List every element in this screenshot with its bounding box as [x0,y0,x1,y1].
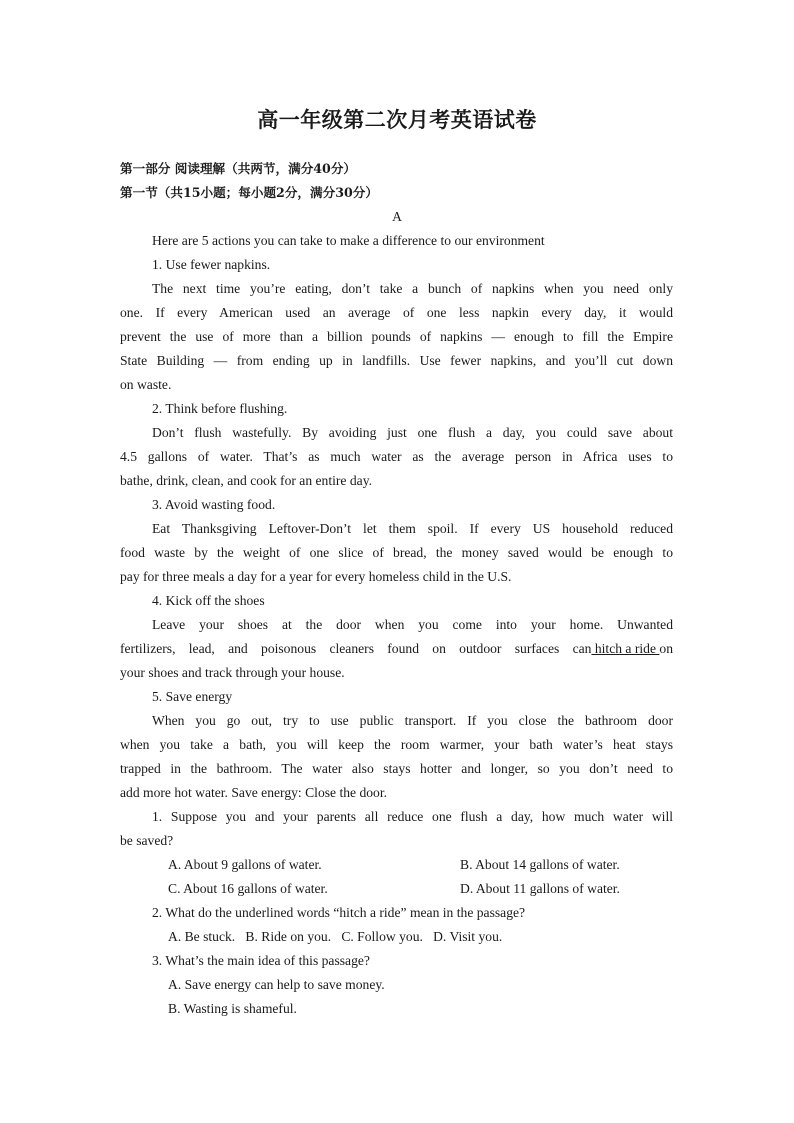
q3-option-b: B. Wasting is shameful. [168,1001,297,1016]
item-1-line: State Building — from ending up in landfills. Use fewer napkins, and you’ll cut down [120,353,673,368]
item-1-line: prevent the use of more than a billion pounds of napkins — enough to fill the Empire [120,329,673,344]
item-3-line: food waste by the weight of one slice of bread, the money saved would be enough to [120,545,673,560]
question-1-cont: be saved? [120,833,174,848]
underlined-phrase: hitch a ride [591,641,660,656]
question-3: 3. What’s the main idea of this passage? [152,953,370,968]
item-5-line: when you take a bath, you will keep the room warmer, your bath water’s heat stays [120,737,673,752]
item-2-line: bathe, drink, clean, and cook for an entire day. [120,473,373,488]
q1-option-b: B. About 14 gallons of water. [460,857,620,872]
item-3-line: Eat Thanksgiving Leftover-Don’t let them spoil. If every US household reduced [152,521,673,536]
passage-letter: A [392,209,402,224]
exam-title: 高一年级第二次月考英语试卷 [257,107,537,132]
item-4-line: Leave your shoes at the door when you come into your home. Unwanted [152,617,673,632]
item-4-line: your shoes and track through your house. [120,665,345,680]
q1-option-a: A. About 9 gallons of water. [168,857,322,872]
section-heading: 第一节（共15小题；每小题2分，满分30分） [120,185,378,200]
item-5-line: When you go out, try to use public transport. If you close the bathroom door [152,713,673,728]
q1-option-c: C. About 16 gallons of water. [168,881,328,896]
item-4-text: fertilizers, lead, and poisonous cleaners found on outdoor surfaces can [120,641,592,656]
item-4-line [120,640,673,658]
q3-option-a: A. Save energy can help to save money. [168,977,385,992]
q1-option-d: D. About 11 gallons of water. [460,881,620,896]
item-4-title: 4. Kick off the shoes [152,593,265,608]
question-2: 2. What do the underlined words “hitch a ride” mean in the passage? [152,905,526,920]
item-5-line: add more hot water. Save energy: Close the door. [120,785,388,800]
item-3-line: pay for three meals a day for a year for every homeless child in the U.S. [120,569,512,584]
question-1: 1. Suppose you and your parents all reduce one flush a day, how much water will [152,809,673,824]
passage-intro: Here are 5 actions you can take to make a difference to our environment [152,233,545,248]
item-1-line: one. If every American used an average of one less napkin every day, it would [120,305,673,320]
item-1-line: on waste. [120,377,172,392]
part-heading: 第一部分 阅读理解（共两节，满分40分） [120,161,357,176]
item-5-title: 5. Save energy [152,689,233,704]
item-1-title: 1. Use fewer napkins. [152,257,271,272]
item-2-line: Don’t flush wastefully. By avoiding just one flush a day, you could save about [152,425,673,440]
item-4-text-end: on [659,641,673,656]
item-5-line: trapped in the bathroom. The water also stays hotter and longer, so you don’t need to [120,761,673,776]
item-1-line: The next time you’re eating, don’t take a bunch of napkins when you need only [152,281,673,296]
item-3-title: 3. Avoid wasting food. [152,497,276,512]
item-2-title: 2. Think before flushing. [152,401,288,416]
q2-options: A. Be stuck. B. Ride on you. C. Follow you. D. Visit you. [168,929,503,944]
item-2-line: 4.5 gallons of water. That’s as much water as the average person in Africa uses to [120,449,673,464]
